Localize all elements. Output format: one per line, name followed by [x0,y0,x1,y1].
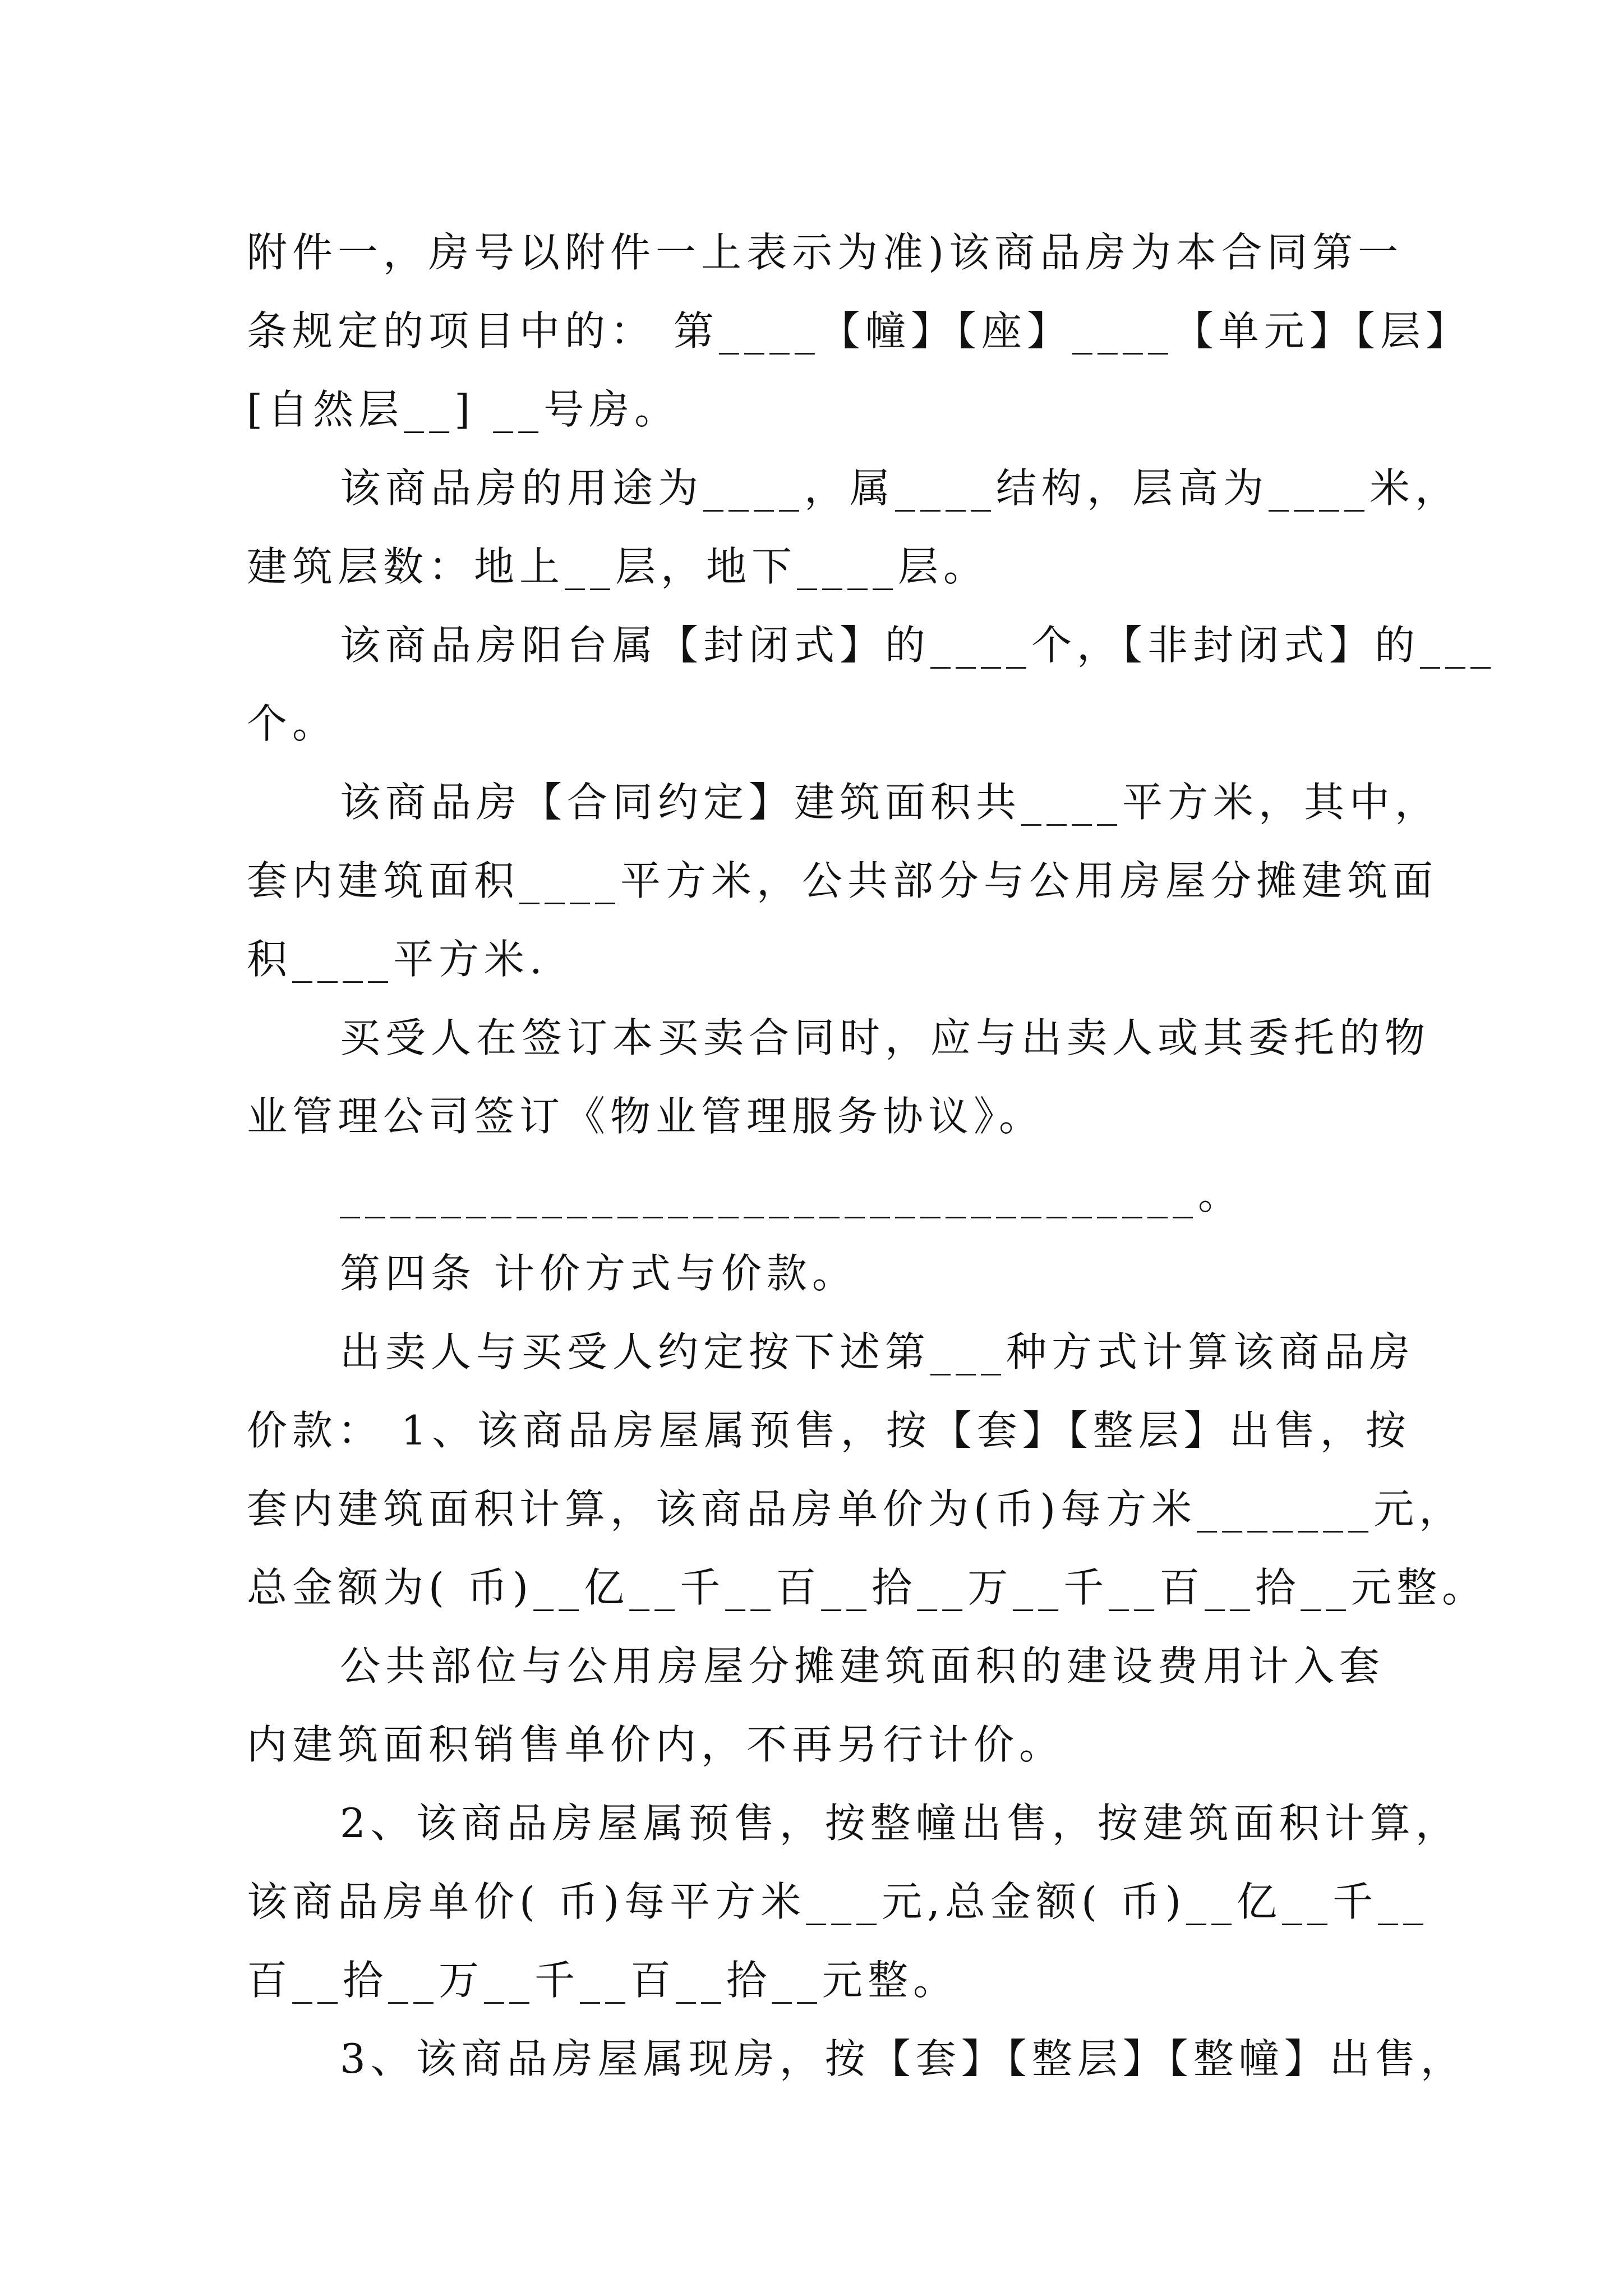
text-line: 出卖人与买受人约定按下述第___种方式计算该商品房 [340,1328,1415,1375]
text-line: 内建筑面积销售单价内，不再另行计价。 [247,1721,1065,1768]
text-line: 个。 [247,700,338,747]
text-line: 业管理公司签订《物业管理服务协议》。 [247,1093,1045,1140]
text-line: 套内建筑面积计算，该商品房单价为(币)每方米_______元， [247,1485,1465,1533]
text-line: 积____平方米. [247,936,547,983]
text-line: 总金额为( 币)__亿__千__百__拾__万__千__百__拾__元整。 [247,1564,1488,1611]
section-heading: 第四条 计价方式与价款。 [340,1250,857,1297]
text-line: 该商品房单价( 币)每平方米___元,总金额( 币)__亿__千__ [247,1878,1429,1925]
contract-text [247,213,1496,2098]
text-line: 条规定的项目中的： 第____【幢】【座】____【单元】【层】 [247,307,1471,355]
text-line: [自然层__] __号房。 [247,386,680,433]
text-line: 套内建筑面积____平方米，公共部分与公用房屋分摊建筑面 [247,857,1438,904]
text-line: 3、该商品房屋属现房，按【套】【整层】【整幢】出售， [340,2035,1466,2082]
text-line: 该商品房【合同约定】建筑面积共____平方米，其中， [340,779,1441,826]
text-line: 公共部位与公用房屋分摊建筑面积的建设费用计入套 [340,1642,1385,1690]
text-line: 百__拾__万__千__百__拾__元整。 [247,1957,959,2004]
blank-line: __________________________________。 [340,1171,1243,1218]
text-line: 2、该商品房屋属预售，按整幢出售，按建筑面积计算， [340,1800,1461,1847]
text-line: 买受人在签订本买卖合同时，应与出卖人或其委托的物 [340,1014,1431,1061]
text-line: 价款： 1、该商品房屋属预售，按【套】【整层】出售，按 [247,1407,1411,1454]
text-line: 建筑层数：地上__层，地下____层。 [247,543,989,590]
text-line: 该商品房的用途为____，属____结构，层高为____米， [340,464,1461,512]
text-line: 附件一，房号以附件一上表示为准)该商品房为本合同第一 [247,229,1404,276]
text-line: 该商品房阳台属【封闭式】的____个，【非封闭式】的___ [340,622,1496,669]
